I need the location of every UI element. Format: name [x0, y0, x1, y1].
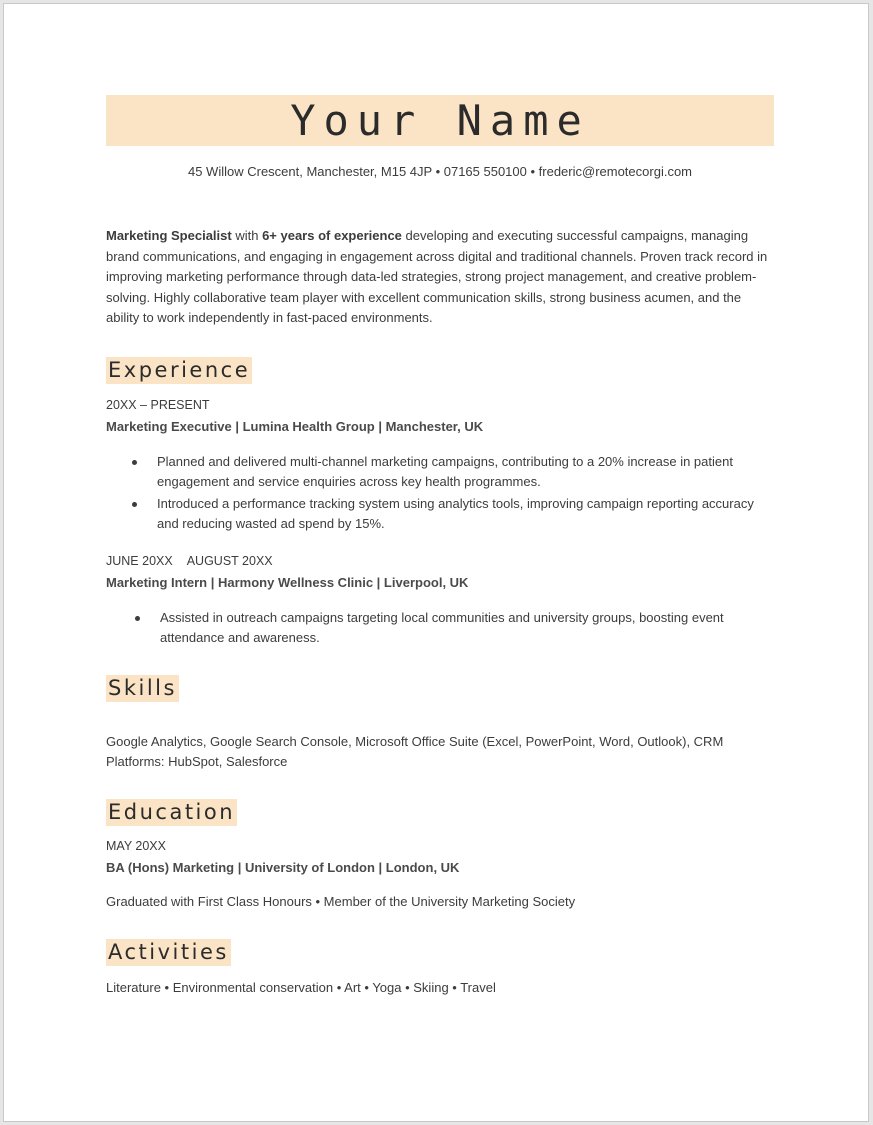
summary-years: 6+ years of experience — [262, 228, 402, 243]
summary-title: Marketing Specialist — [106, 228, 232, 243]
list-item[interactable] — [106, 452, 774, 492]
activities-heading[interactable]: Activities — [108, 940, 229, 964]
summary-connector: with — [231, 228, 263, 243]
job-2-bullets — [106, 608, 774, 650]
job-2-date-start: JUNE 20XX — [106, 554, 173, 568]
bullet-text: Assisted in outreach campaigns targeting local communities and university groups, boosting event attendance and awareness. — [160, 610, 724, 645]
job-1-date[interactable]: 20XX – PRESENT — [106, 398, 210, 412]
activities-text[interactable]: Literature • Environmental conservation • Art • Yoga • Skiing • Travel — [106, 980, 496, 995]
name-banner — [106, 95, 774, 146]
document-page — [3, 3, 869, 1122]
professional-summary[interactable] — [106, 226, 774, 329]
list-item[interactable] — [106, 494, 774, 534]
candidate-name[interactable]: Your Name — [290, 96, 590, 145]
bullet-text: Introduced a performance tracking system using analytics tools, improving campaign reporting accuracy and reducing wasted ad spend by 15%. — [157, 496, 754, 531]
summary-body: developing and executing successful campaigns, managing brand communications, and engaging in engagement across digital and traditional channels. Proven track record in improving marketing performance through data-led strategies, strong project management, and creative problem-solving. Highly collaborative team player with excellent communication skills, strong business acumen, and the ability to work independently in fast-paced environments. — [106, 228, 768, 326]
education-degree[interactable]: BA (Hons) Marketing | University of London | London, UK — [106, 860, 460, 875]
skills-text[interactable]: Google Analytics, Google Search Console, Microsoft Office Suite (Excel, PowerPoint, Word, Outlook), CRM Platforms: HubSpot, Salesforce — [106, 734, 724, 769]
education-details[interactable]: Graduated with First Class Honours • Member of the University Marketing Society — [106, 894, 576, 909]
job-2-role[interactable]: Marketing Intern | Harmony Wellness Clinic | Liverpool, UK — [106, 575, 469, 590]
skills-heading[interactable]: Skills — [108, 676, 177, 700]
contact-line[interactable]: 45 Willow Crescent, Manchester, M15 4JP • 07165 550100 • frederic@remotecorgi.com — [187, 164, 693, 179]
education-heading[interactable]: Education — [108, 800, 236, 824]
bullet-icon — [132, 460, 137, 465]
job-2-date-end: AUGUST 20XX — [186, 554, 273, 568]
experience-heading[interactable]: Experience — [108, 358, 251, 382]
education-date[interactable]: MAY 20XX — [106, 839, 166, 853]
job-1-role[interactable]: Marketing Executive | Lumina Health Group | Manchester, UK — [106, 419, 484, 434]
bullet-icon — [135, 616, 140, 621]
bullet-text: Planned and delivered multi-channel marketing campaigns, contributing to a 20% increase in patient engagement and service enquiries across key health programmes. — [157, 454, 733, 489]
job-2-date[interactable] — [106, 554, 273, 568]
bullet-icon — [132, 502, 137, 507]
list-item[interactable] — [106, 608, 774, 648]
job-1-bullets — [106, 452, 774, 536]
